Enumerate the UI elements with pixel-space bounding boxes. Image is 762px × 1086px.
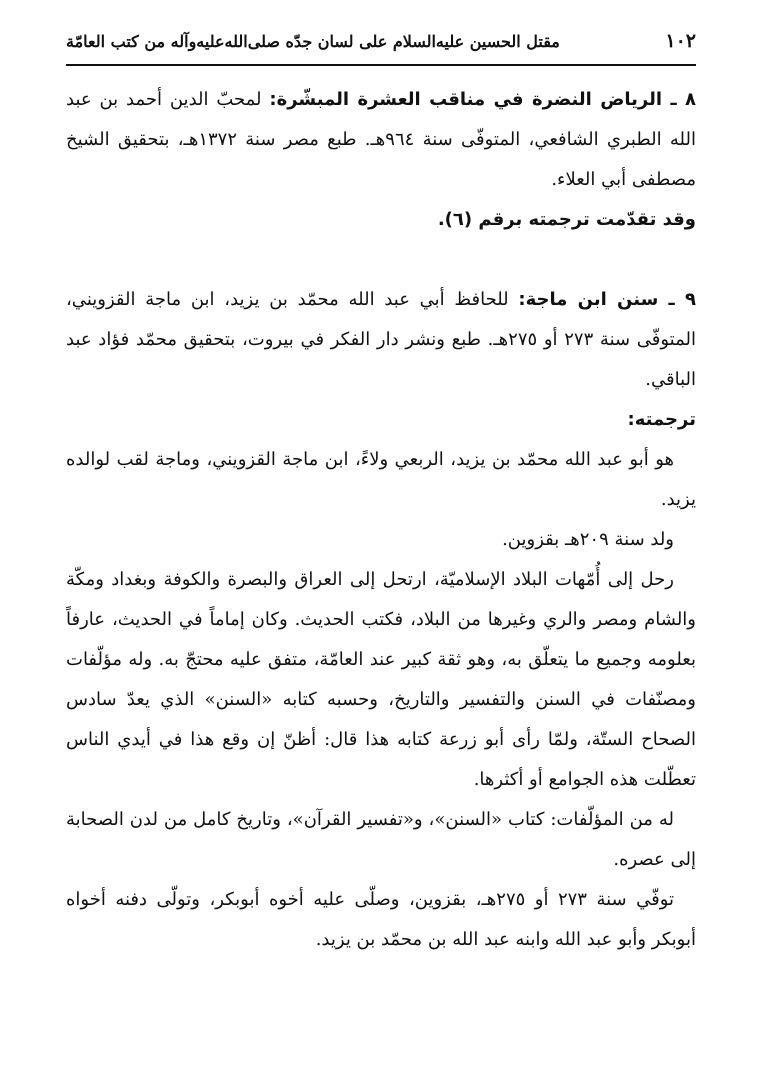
running-header — [66, 24, 696, 66]
spacer — [66, 240, 696, 280]
page-number: ١٠٢ — [665, 30, 696, 52]
entry-8 — [66, 80, 696, 200]
entry-9 — [66, 280, 696, 400]
death-paragraph: توفّي سنة ٢٧٣ أو ٢٧٥هـ، بقزوين، وصلّى عليه أخوه أبوبكر، وتولّى دفنه أخواه أبوبكر وأبو عبد الله وابنه عبد الله بن محمّد بن يزيد. — [66, 889, 696, 950]
birth-paragraph: ولد سنة ٢٠٩هـ بقزوين. — [502, 529, 674, 550]
entry-8-text: لمحبّ الدين أحمد بن عبد الله الطبري الشافعي، المتوفّى سنة ٩٦٤هـ. طبع مصر سنة ١٣٧٢هـ، بتحقيق الشيخ مصطفى أبي العلاء. — [66, 89, 696, 190]
biography-heading: ترجمته: — [627, 409, 696, 430]
page-body — [66, 80, 696, 960]
entry-9-title: ٩ ـ سنن ابن ماجة: — [518, 289, 696, 310]
entry-8-note: وقد تقدّمت ترجمته برقم (٦). — [437, 209, 696, 230]
entry-9-text: للحافظ أبي عبد الله محمّد بن يزيد، ابن ماجة القزويني، المتوفّى سنة ٢٧٣ أو ٢٧٥هـ. طبع ونشر دار الفكر في بيروت، بتحقيق محمّد فؤاد عبد الباقي. — [66, 289, 696, 390]
biography-paragraph: هو أبو عبد الله محمّد بن يزيد، الربعي ولاءً، ابن ماجة القزويني، وماجة لقب لوالده يزيد. — [66, 449, 696, 510]
travels-paragraph: رحل إلى أُمّهات البلاد الإسلاميّة، ارتحل إلى العراق والبصرة والكوفة وبغداد ومكّة والشام ومصر والري وغيرها من البلاد، فكتب الحديث. وكان إماماً في الحديث، عارفاً بعلومه وجميع ما يتعلّق به، وهو ثقة كبير عند العامّة، متفق عليه محتجّ به. وله مؤلّفات ومصنّفات في السنن والتفسير والتاريخ، وحسبه كتابه «السنن» الذي يعدّ سادس الصحاح الستّة، ولمّا رأى أبو زرعة كتابه هذا قال: أظنّ إن وقع هذا في أيدي الناس تعطّلت هذه الجوامع أو أكثرها. — [66, 569, 697, 790]
running-title: مقتل الحسين عليه‌السلام على لسان جدّه صلى‌الله‌عليه‌وآله من كتب العامّة — [66, 32, 560, 51]
entry-8-title: ٨ ـ الرياض النضرة في مناقب العشرة المبشّرة: — [269, 89, 696, 110]
works-paragraph: له من المؤلّفات: كتاب «السنن»، و«تفسير القرآن»، وتاريخ كامل من لدن الصحابة إلى عصره. — [66, 809, 696, 870]
